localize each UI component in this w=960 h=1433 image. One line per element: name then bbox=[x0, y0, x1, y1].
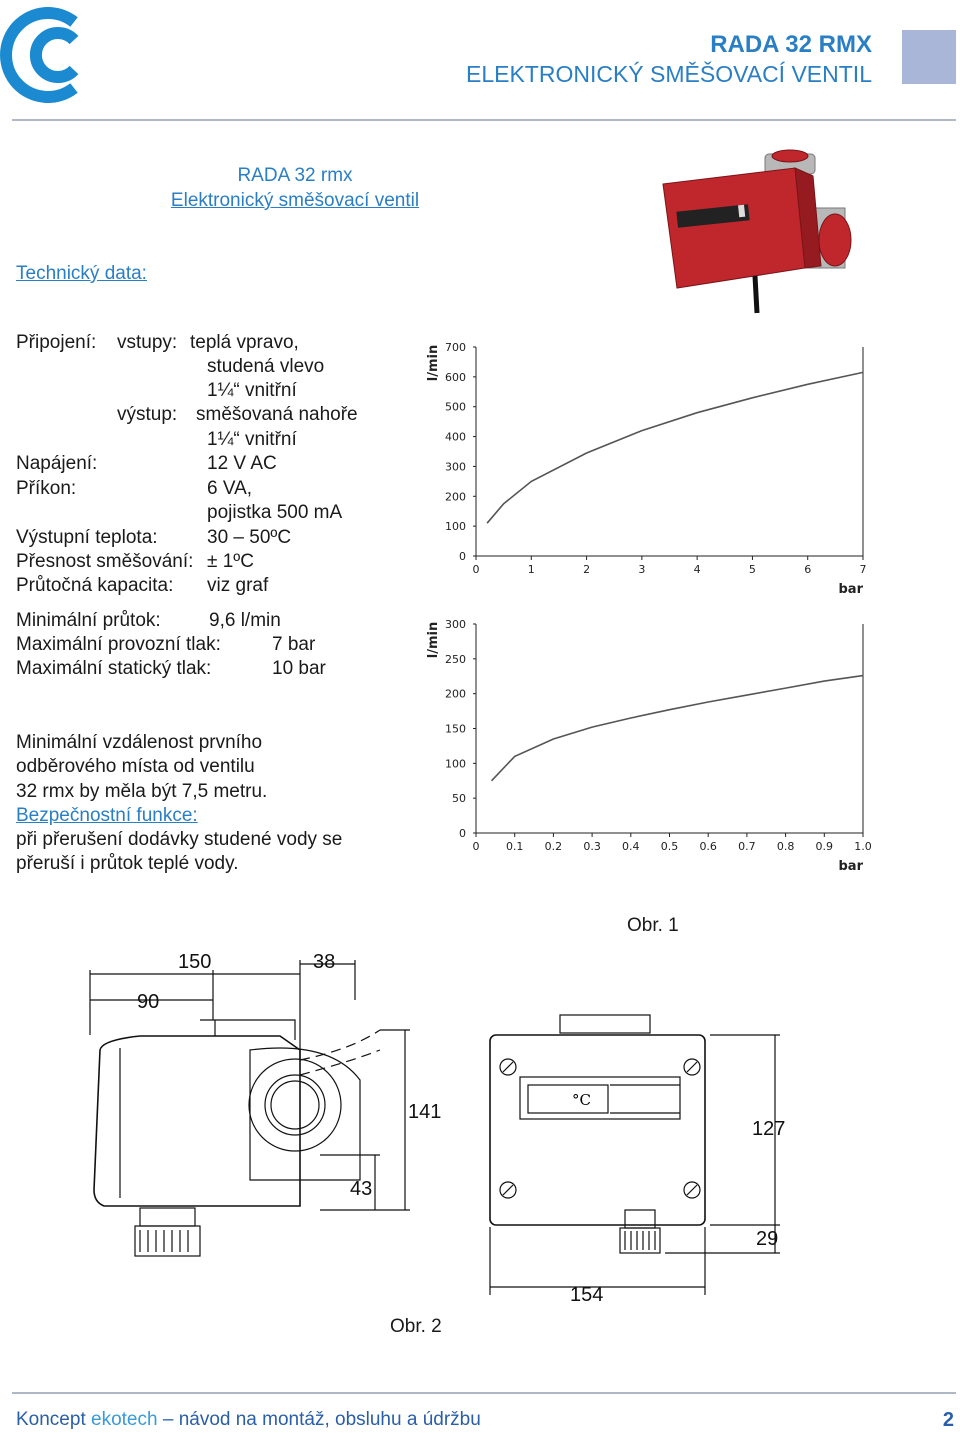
spec-kapacita-value: viz graf bbox=[207, 575, 269, 596]
note-line-5: přeruší i průtok teplé vody. bbox=[16, 853, 239, 874]
safety-title: Bezpečnostní funkce: bbox=[16, 805, 198, 826]
x-tick-label: 1 bbox=[527, 563, 535, 576]
y-tick-label: 100 bbox=[445, 757, 466, 771]
page-number: 2 bbox=[942, 1409, 954, 1431]
x-tick-label: 0.3 bbox=[583, 840, 601, 853]
spec-prikon-2: pojistka 500 mA bbox=[207, 502, 343, 523]
spec-presnost-label: Přesnost směšování: bbox=[16, 551, 194, 572]
spec-vystup-label: výstup: bbox=[117, 404, 178, 425]
flow-chart-2 bbox=[410, 612, 880, 880]
spec-min-prutok-value: 9,6 l/min bbox=[209, 610, 281, 631]
footer-divider bbox=[12, 1392, 956, 1394]
valve-photo bbox=[655, 148, 865, 318]
y-axis-label: l/min bbox=[426, 621, 441, 659]
x-tick-label: 0.7 bbox=[738, 840, 756, 853]
x-tick-label: 1.0 bbox=[854, 840, 872, 853]
spec-max-stat-value: 10 bar bbox=[272, 658, 326, 679]
x-axis-label: bar bbox=[838, 859, 863, 874]
section-heading: Technický data: bbox=[16, 263, 147, 284]
dim-90: 90 bbox=[137, 991, 160, 1013]
spec-vstupy-label: vstupy: bbox=[117, 332, 178, 353]
dim-127: 127 bbox=[752, 1118, 786, 1140]
x-tick-label: 4 bbox=[693, 563, 701, 576]
x-tick-label: 6 bbox=[804, 563, 812, 576]
y-tick-label: 300 bbox=[445, 460, 466, 474]
y-tick-label: 400 bbox=[445, 430, 466, 444]
spec-napajeni-value: 12 V AC bbox=[207, 453, 277, 474]
flow-curve bbox=[487, 372, 863, 523]
x-tick-label: 3 bbox=[638, 563, 646, 576]
x-axis-label: bar bbox=[838, 582, 863, 597]
y-tick-label: 100 bbox=[445, 520, 466, 534]
y-tick-label: 150 bbox=[445, 722, 466, 736]
spec-napajeni-label: Napájení: bbox=[16, 453, 98, 474]
footer-part3: – návod na montáž, obsluhu a údržbu bbox=[162, 1409, 481, 1430]
spec-vstupy-3: 1¼“ vnitřní bbox=[207, 380, 297, 401]
spec-min-prutok-label: Minimální průtok: bbox=[16, 610, 161, 631]
dim-150: 150 bbox=[178, 951, 212, 973]
spec-prikon-label: Příkon: bbox=[16, 478, 77, 499]
spec-kapacita-label: Průtočná kapacita: bbox=[16, 575, 174, 596]
header-divider bbox=[12, 119, 956, 121]
dim-154: 154 bbox=[570, 1284, 604, 1306]
x-tick-label: 5 bbox=[748, 563, 756, 576]
product-name: RADA 32 rmx bbox=[237, 165, 353, 186]
spec-teplota-label: Výstupní teplota: bbox=[16, 527, 158, 548]
x-tick-label: 2 bbox=[583, 563, 591, 576]
flow-curve bbox=[492, 676, 864, 781]
front-view-drawing bbox=[480, 1005, 810, 1315]
y-tick-label: 0 bbox=[459, 550, 466, 563]
side-view-drawing bbox=[80, 940, 442, 1290]
spec-pripojeni-label: Připojení: bbox=[16, 332, 97, 353]
x-tick-label: 0.4 bbox=[622, 840, 640, 853]
dim-43: 43 bbox=[350, 1178, 373, 1200]
spec-teplota-value: 30 – 50ºC bbox=[207, 527, 292, 548]
flow-chart-1 bbox=[410, 335, 880, 605]
note-line-3: 32 rmx by měla být 7,5 metru. bbox=[16, 781, 268, 802]
note-line-2: odběrového místa od ventilu bbox=[16, 756, 255, 777]
dim-141: 141 bbox=[408, 1101, 442, 1123]
note-line-4: při přerušení dodávky studené vody se bbox=[16, 829, 343, 850]
spec-prikon-1: 6 VA, bbox=[207, 478, 253, 499]
footer-part1: Koncept bbox=[16, 1409, 86, 1430]
x-tick-label: 0 bbox=[472, 563, 480, 576]
company-logo bbox=[4, 4, 88, 106]
y-tick-label: 200 bbox=[445, 687, 466, 701]
y-tick-label: 250 bbox=[445, 652, 466, 666]
product-subname: Elektronický směšovací ventil bbox=[170, 190, 420, 211]
spec-max-stat-label: Maximální statický tlak: bbox=[16, 658, 212, 679]
note-line-1: Minimální vzdálenost prvního bbox=[16, 732, 263, 753]
x-tick-label: 0.9 bbox=[815, 840, 834, 853]
dim-29: 29 bbox=[756, 1228, 779, 1250]
y-tick-label: 500 bbox=[445, 400, 466, 414]
spec-max-tlak-value: 7 bar bbox=[272, 634, 316, 655]
footer-brand: ekotech bbox=[91, 1409, 158, 1430]
spec-max-tlak-label: Maximální provozní tlak: bbox=[16, 634, 221, 655]
dim-38: 38 bbox=[313, 951, 336, 973]
y-tick-label: 300 bbox=[445, 618, 466, 631]
fig1-caption: Obr. 1 bbox=[627, 915, 679, 936]
y-axis-label: l/min bbox=[426, 344, 441, 382]
spec-vstupy-2: studená vlevo bbox=[207, 356, 325, 377]
y-tick-label: 0 bbox=[459, 827, 466, 840]
header-box bbox=[902, 30, 956, 84]
temp-display-label: °C bbox=[572, 1091, 591, 1109]
y-tick-label: 700 bbox=[445, 341, 466, 354]
header-subtitle: ELEKTRONICKÝ SMĚŠOVACÍ VENTIL bbox=[465, 61, 872, 87]
x-tick-label: 0.5 bbox=[660, 840, 679, 853]
spec-vstupy-1: teplá vpravo, bbox=[190, 332, 299, 353]
header-title-block bbox=[466, 30, 872, 88]
spec-vystup-1: směšovaná nahoře bbox=[196, 404, 358, 425]
y-tick-label: 200 bbox=[445, 490, 466, 504]
footer-text bbox=[16, 1409, 481, 1431]
x-tick-label: 0 bbox=[472, 840, 480, 853]
x-tick-label: 0.8 bbox=[776, 840, 795, 853]
y-tick-label: 50 bbox=[452, 792, 466, 806]
spec-presnost-value: ± 1ºC bbox=[207, 551, 254, 572]
x-tick-label: 0.1 bbox=[505, 840, 524, 853]
fig2-caption: Obr. 2 bbox=[390, 1316, 442, 1337]
x-tick-label: 0.6 bbox=[699, 840, 717, 853]
spec-vystup-2: 1¼“ vnitřní bbox=[207, 429, 297, 450]
x-tick-label: 7 bbox=[859, 563, 867, 576]
header-title: RADA 32 RMX bbox=[710, 31, 872, 58]
y-tick-label: 600 bbox=[445, 370, 466, 384]
x-tick-label: 0.2 bbox=[544, 840, 563, 853]
